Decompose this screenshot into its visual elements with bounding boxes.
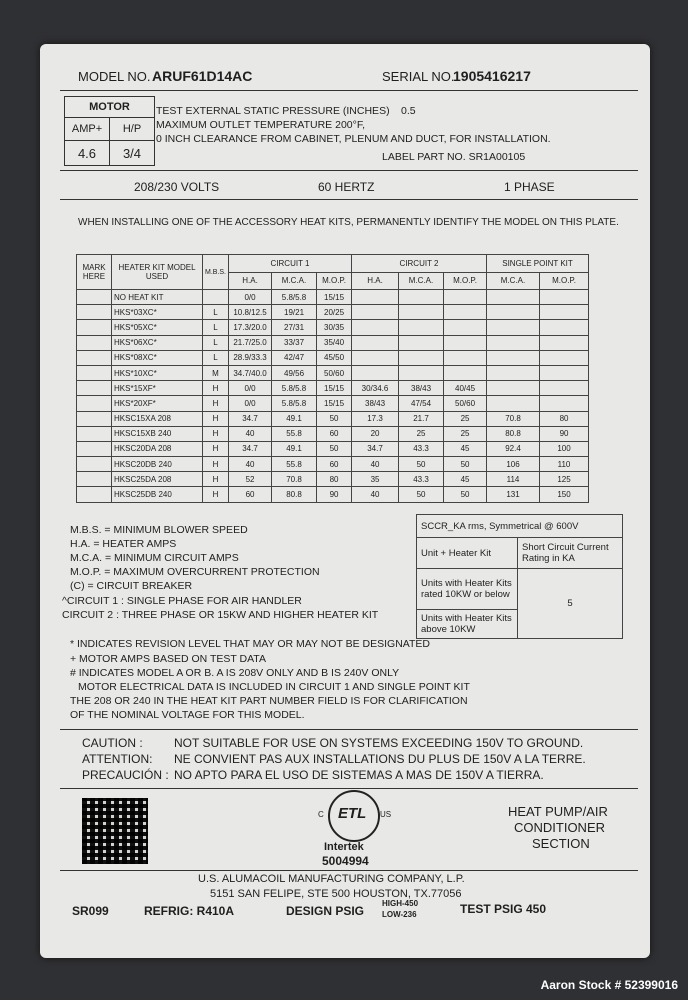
kit-value-cell: [352, 305, 399, 320]
mark-cell: [77, 305, 112, 320]
kit-value-cell: [444, 350, 487, 365]
mark-cell: [77, 441, 112, 456]
kit-value-cell: 38/43: [399, 381, 444, 396]
kit-value-cell: 45: [444, 441, 487, 456]
section-line: CONDITIONER: [514, 820, 605, 835]
kit-value-cell: [487, 320, 540, 335]
header-circuit-1: CIRCUIT 1: [229, 255, 352, 273]
kit-model-cell: NO HEAT KIT: [112, 290, 203, 305]
kit-value-cell: 70.8: [487, 411, 540, 426]
kit-value-cell: [203, 290, 229, 305]
static-pressure-value: 0.5: [401, 105, 416, 117]
header-mark-here: MARK HERE: [77, 255, 112, 290]
table-row: [77, 411, 589, 426]
section-line: SECTION: [532, 836, 590, 851]
cert-number: 5004994: [322, 854, 369, 868]
kit-model-cell: HKS*05XC*: [112, 320, 203, 335]
table-row: [77, 290, 589, 305]
motor-amp-value: 4.6: [65, 141, 110, 166]
header-single-point: SINGLE POINT KIT: [487, 255, 589, 273]
kit-value-cell: 45/50: [317, 350, 352, 365]
kit-value-cell: 10.8/12.5: [229, 305, 272, 320]
legend-item: M.C.A. = MINIMUM CIRCUIT AMPS: [70, 552, 239, 564]
kit-value-cell: 50: [399, 487, 444, 502]
legend-item: ^CIRCUIT 1 : SINGLE PHASE FOR AIR HANDLER: [62, 595, 302, 607]
kit-value-cell: 25: [399, 426, 444, 441]
legend-item: H.A. = HEATER AMPS: [70, 538, 177, 550]
table-row: [77, 426, 589, 441]
kit-value-cell: L: [203, 320, 229, 335]
kit-value-cell: H: [203, 426, 229, 441]
kit-value-cell: 106: [487, 457, 540, 472]
header-circuit-2: CIRCUIT 2: [352, 255, 487, 273]
volts-text: 208/230 VOLTS: [134, 180, 220, 194]
kit-value-cell: 5.8/5.8: [272, 396, 317, 411]
caution-label-fr: ATTENTION:: [82, 752, 153, 766]
table-row: [77, 441, 589, 456]
kit-model-cell: HKS*06XC*: [112, 335, 203, 350]
caution-text-es: NO APTO PARA EL USO DE SISTEMAS A MAS DE 150V A TIERRA.: [174, 768, 544, 782]
mark-cell: [77, 487, 112, 502]
kit-value-cell: [540, 320, 589, 335]
mark-cell: [77, 365, 112, 380]
sccr-col-rating: Short Circuit Current Rating in KA: [518, 538, 623, 569]
table-row: [77, 350, 589, 365]
kit-value-cell: 34.7: [229, 441, 272, 456]
kit-value-cell: 114: [487, 472, 540, 487]
header-mbs: M.B.S.: [203, 255, 229, 290]
divider: [60, 788, 638, 789]
mark-cell: [77, 335, 112, 350]
kit-value-cell: 55.8: [272, 426, 317, 441]
legend-item: M.B.S. = MINIMUM BLOWER SPEED: [70, 524, 248, 536]
kit-value-cell: 52: [229, 472, 272, 487]
label-part-number: LABEL PART NO. SR1A00105: [382, 151, 526, 163]
kit-value-cell: 50: [444, 487, 487, 502]
kit-value-cell: 40: [229, 426, 272, 441]
kit-value-cell: 38/43: [352, 396, 399, 411]
note: THE 208 OR 240 IN THE HEAT KIT PART NUMBER FIELD IS FOR CLARIFICATION: [70, 695, 468, 707]
sr-code: SR099: [72, 904, 109, 918]
kit-value-cell: 15/15: [317, 290, 352, 305]
kit-value-cell: 17.3/20.0: [229, 320, 272, 335]
kit-model-cell: HKS*15XF*: [112, 381, 203, 396]
motor-table: [64, 96, 155, 166]
table-row: [77, 365, 589, 380]
etl-text: ETL: [338, 805, 367, 822]
note: * INDICATES REVISION LEVEL THAT MAY OR MAY NOT BE DESIGNATED: [70, 638, 430, 650]
caution-label-es: PRECAUCIÓN :: [82, 768, 169, 782]
subheader-cell: H.A.: [229, 272, 272, 290]
kit-value-cell: 35/40: [317, 335, 352, 350]
etl-us: US: [380, 810, 392, 819]
kit-value-cell: [487, 365, 540, 380]
sccr-row-above-10kw: Units with Heater Kits above 10KW: [417, 610, 518, 639]
kit-value-cell: 49.1: [272, 411, 317, 426]
kit-value-cell: [487, 396, 540, 411]
kit-value-cell: 70.8: [272, 472, 317, 487]
kit-model-cell: HKS*08XC*: [112, 350, 203, 365]
kit-value-cell: 15/15: [317, 396, 352, 411]
mark-cell: [77, 426, 112, 441]
sccr-value: 5: [518, 569, 623, 639]
serial-value: 1905416217: [453, 68, 531, 84]
kit-value-cell: 80.8: [487, 426, 540, 441]
kit-value-cell: 34.7/40.0: [229, 365, 272, 380]
kit-value-cell: 40: [229, 457, 272, 472]
kit-value-cell: 92.4: [487, 441, 540, 456]
section-line: HEAT PUMP/AIR: [508, 804, 608, 819]
mark-cell: [77, 350, 112, 365]
kit-value-cell: 60: [317, 457, 352, 472]
note: + MOTOR AMPS BASED ON TEST DATA: [70, 653, 266, 665]
kit-model-cell: HKSC15XA 208: [112, 411, 203, 426]
kit-value-cell: 33/37: [272, 335, 317, 350]
outlet-temp-text: MAXIMUM OUTLET TEMPERATURE 200°F,: [156, 119, 365, 131]
motor-amp-label: AMP+: [65, 118, 110, 141]
kit-model-cell: HKSC15XB 240: [112, 426, 203, 441]
kit-value-cell: 131: [487, 487, 540, 502]
kit-model-cell: HKSC25DA 208: [112, 472, 203, 487]
kit-value-cell: 90: [540, 426, 589, 441]
kit-value-cell: [399, 320, 444, 335]
subheader-cell: M.O.P.: [444, 272, 487, 290]
table-row: [77, 396, 589, 411]
kit-value-cell: 34.7: [229, 411, 272, 426]
test-psig: TEST PSIG 450: [460, 902, 547, 916]
design-psig-label: DESIGN PSIG: [286, 904, 365, 918]
kit-value-cell: 5.8/5.8: [272, 381, 317, 396]
divider: [60, 729, 638, 730]
kit-value-cell: 19/21: [272, 305, 317, 320]
kit-value-cell: [352, 290, 399, 305]
kit-value-cell: H: [203, 457, 229, 472]
motor-title: MOTOR: [65, 97, 155, 118]
subheader-cell: M.C.A.: [487, 272, 540, 290]
kit-value-cell: 30/35: [317, 320, 352, 335]
subheader-cell: H.A.: [352, 272, 399, 290]
mark-cell: [77, 411, 112, 426]
kit-value-cell: [540, 396, 589, 411]
rating-plate: [40, 44, 650, 958]
kit-value-cell: [444, 335, 487, 350]
note: # INDICATES MODEL A OR B. A IS 208V ONLY AND B IS 240V ONLY: [70, 667, 400, 679]
kit-value-cell: [487, 350, 540, 365]
kit-value-cell: L: [203, 350, 229, 365]
kit-value-cell: 47/54: [399, 396, 444, 411]
kit-value-cell: 110: [540, 457, 589, 472]
kit-model-cell: HKSC25DB 240: [112, 487, 203, 502]
kit-value-cell: 80.8: [272, 487, 317, 502]
kit-value-cell: 50/60: [444, 396, 487, 411]
kit-value-cell: 80: [317, 472, 352, 487]
mark-cell: [77, 457, 112, 472]
kit-value-cell: [540, 335, 589, 350]
kit-value-cell: 25: [444, 426, 487, 441]
kit-value-cell: 50: [317, 441, 352, 456]
kit-value-cell: 20: [352, 426, 399, 441]
mark-cell: [77, 396, 112, 411]
kit-value-cell: [540, 290, 589, 305]
kit-value-cell: M: [203, 365, 229, 380]
kit-value-cell: 150: [540, 487, 589, 502]
caution-text-fr: NE CONVIENT PAS AUX INSTALLATIONS DU PLUS DE 150V A LA TERRE.: [174, 752, 586, 766]
kit-value-cell: H: [203, 381, 229, 396]
kit-value-cell: 60: [317, 426, 352, 441]
data-matrix-code: [82, 798, 148, 864]
sccr-title: SCCR_KA rms, Symmetrical @ 600V: [417, 515, 623, 538]
note: MOTOR ELECTRICAL DATA IS INCLUDED IN CIRCUIT 1 AND SINGLE POINT KIT: [78, 681, 470, 693]
legend-item: M.O.P. = MAXIMUM OVERCURRENT PROTECTION: [70, 566, 320, 578]
subheader-cell: M.O.P.: [317, 272, 352, 290]
model-label: MODEL NO.: [78, 69, 151, 84]
kit-value-cell: [352, 365, 399, 380]
kit-value-cell: [444, 305, 487, 320]
legend-item: (C) = CIRCUIT BREAKER: [70, 580, 193, 592]
caution-text-en: NOT SUITABLE FOR USE ON SYSTEMS EXCEEDING 150V TO GROUND.: [174, 736, 584, 750]
kit-value-cell: 43.3: [399, 441, 444, 456]
sccr-col-unit: Unit + Heater Kit: [417, 538, 518, 569]
kit-value-cell: 40: [352, 457, 399, 472]
sccr-table: [416, 514, 623, 639]
kit-value-cell: 55.8: [272, 457, 317, 472]
static-pressure-text: TEST EXTERNAL STATIC PRESSURE (INCHES): [156, 105, 390, 117]
refrigerant: REFRIG: R410A: [144, 904, 235, 918]
legend-item: CIRCUIT 2 : THREE PHASE OR 15KW AND HIGHER HEATER KIT: [62, 609, 379, 621]
kit-value-cell: 17.3: [352, 411, 399, 426]
kit-value-cell: 0/0: [229, 381, 272, 396]
kit-value-cell: 0/0: [229, 290, 272, 305]
kit-value-cell: L: [203, 335, 229, 350]
kit-value-cell: 5.8/5.8: [272, 290, 317, 305]
kit-value-cell: 60: [229, 487, 272, 502]
kit-value-cell: L: [203, 305, 229, 320]
kit-value-cell: [444, 290, 487, 305]
serial-label: SERIAL NO.: [382, 69, 455, 84]
kit-model-cell: HKSC20DA 208: [112, 441, 203, 456]
kit-value-cell: 15/15: [317, 381, 352, 396]
kit-model-cell: HKS*10XC*: [112, 365, 203, 380]
kit-value-cell: [540, 381, 589, 396]
kit-value-cell: [444, 365, 487, 380]
kit-value-cell: [487, 381, 540, 396]
kit-value-cell: 43.3: [399, 472, 444, 487]
company-address: 5151 SAN FELIPE, STE 500 HOUSTON, TX.77056: [210, 888, 462, 900]
etl-listed-mark: [318, 790, 392, 842]
table-row: [77, 472, 589, 487]
divider: [60, 199, 638, 200]
mark-cell: [77, 381, 112, 396]
motor-hp-value: 3/4: [110, 141, 155, 166]
install-note: WHEN INSTALLING ONE OF THE ACCESSORY HEAT KITS, PERMANENTLY IDENTIFY THE MODEL ON THIS PLATE.: [78, 217, 619, 228]
kit-value-cell: H: [203, 487, 229, 502]
kit-value-cell: 30/34.6: [352, 381, 399, 396]
subheader-cell: M.C.A.: [399, 272, 444, 290]
kit-value-cell: 90: [317, 487, 352, 502]
header-heater-kit: HEATER KIT MODEL USED: [112, 255, 203, 290]
kit-value-cell: 35: [352, 472, 399, 487]
kit-value-cell: [399, 290, 444, 305]
kit-value-cell: H: [203, 441, 229, 456]
motor-hp-label: H/P: [110, 118, 155, 141]
kit-value-cell: H: [203, 411, 229, 426]
table-row: [77, 487, 589, 502]
table-row: [77, 381, 589, 396]
divider: [60, 870, 638, 871]
model-value: ARUF61D14AC: [152, 68, 253, 84]
kit-value-cell: 34.7: [352, 441, 399, 456]
kit-value-cell: 49/56: [272, 365, 317, 380]
kit-model-cell: HKS*03XC*: [112, 305, 203, 320]
kit-value-cell: [487, 335, 540, 350]
kit-value-cell: H: [203, 396, 229, 411]
kit-value-cell: [540, 365, 589, 380]
kit-value-cell: [487, 305, 540, 320]
table-row: [77, 305, 589, 320]
heater-kit-table: [76, 254, 589, 503]
phase-text: 1 PHASE: [504, 180, 555, 194]
kit-value-cell: 80: [540, 411, 589, 426]
kit-model-cell: HKS*20XF*: [112, 396, 203, 411]
design-psig-low: LOW-236: [382, 910, 417, 919]
mark-cell: [77, 472, 112, 487]
kit-value-cell: 40: [352, 487, 399, 502]
kit-value-cell: 20/25: [317, 305, 352, 320]
kit-value-cell: 45: [444, 472, 487, 487]
intertek-text: Intertek: [324, 841, 364, 853]
kit-value-cell: 100: [540, 441, 589, 456]
kit-value-cell: H: [203, 472, 229, 487]
kit-value-cell: [399, 305, 444, 320]
clearance-text: 0 INCH CLEARANCE FROM CABINET, PLENUM AND DUCT, FOR INSTALLATION.: [156, 133, 551, 145]
sccr-row-10kw-below: Units with Heater Kits rated 10KW or below: [417, 569, 518, 610]
kit-value-cell: 27/31: [272, 320, 317, 335]
hertz-text: 60 HERTZ: [318, 180, 375, 194]
kit-value-cell: [399, 335, 444, 350]
table-row: [77, 335, 589, 350]
kit-value-cell: 0/0: [229, 396, 272, 411]
divider: [60, 170, 638, 171]
kit-value-cell: [399, 365, 444, 380]
kit-value-cell: 125: [540, 472, 589, 487]
kit-model-cell: HKSC20DB 240: [112, 457, 203, 472]
kit-value-cell: [487, 290, 540, 305]
kit-value-cell: [352, 320, 399, 335]
subheader-cell: M.C.A.: [272, 272, 317, 290]
kit-value-cell: 49.1: [272, 441, 317, 456]
kit-value-cell: [352, 350, 399, 365]
table-row: [77, 457, 589, 472]
kit-value-cell: 50/60: [317, 365, 352, 380]
caution-label-en: CAUTION :: [82, 736, 143, 750]
kit-value-cell: 28.9/33.3: [229, 350, 272, 365]
note: OF THE NOMINAL VOLTAGE FOR THIS MODEL.: [70, 709, 305, 721]
design-psig-high: HIGH-450: [382, 899, 419, 908]
table-row: [77, 320, 589, 335]
kit-value-cell: 50: [317, 411, 352, 426]
kit-value-cell: [399, 350, 444, 365]
watermark: Aaron Stock # 52399016: [540, 978, 678, 992]
kit-value-cell: 21.7: [399, 411, 444, 426]
kit-value-cell: 42/47: [272, 350, 317, 365]
kit-value-cell: 50: [444, 457, 487, 472]
kit-value-cell: 25: [444, 411, 487, 426]
etl-c: C: [318, 810, 324, 819]
divider: [60, 90, 638, 91]
kit-value-cell: 50: [399, 457, 444, 472]
kit-value-cell: [352, 335, 399, 350]
mark-cell: [77, 290, 112, 305]
kit-value-cell: 21.7/25.0: [229, 335, 272, 350]
kit-value-cell: 40/45: [444, 381, 487, 396]
kit-value-cell: [540, 350, 589, 365]
kit-value-cell: [444, 320, 487, 335]
kit-value-cell: [540, 305, 589, 320]
mark-cell: [77, 320, 112, 335]
subheader-cell: M.O.P.: [540, 272, 589, 290]
company-name: U.S. ALUMACOIL MANUFACTURING COMPANY, L.P.: [198, 873, 465, 885]
